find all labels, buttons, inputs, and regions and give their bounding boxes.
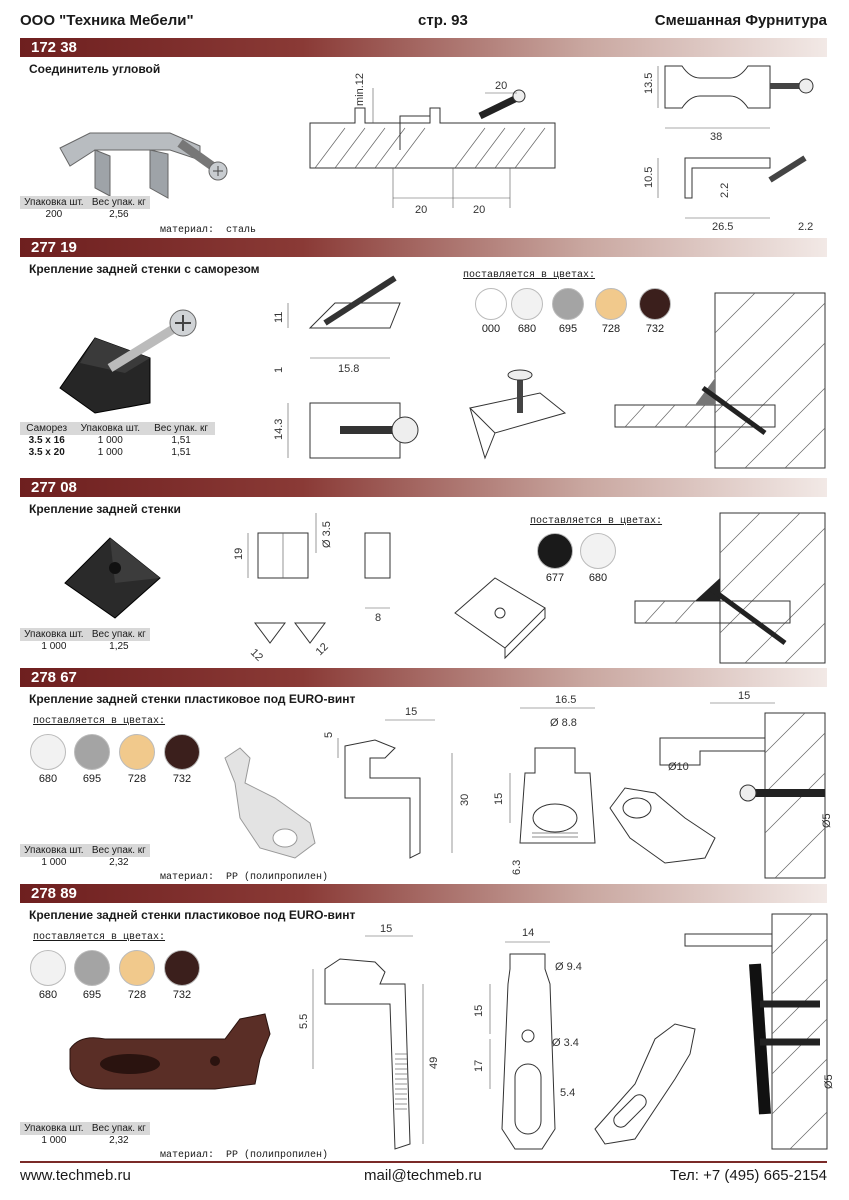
svg-text:2.2: 2.2 <box>798 221 814 233</box>
page-number: стр. 93 <box>418 12 468 29</box>
svg-text:14: 14 <box>522 927 535 939</box>
product-title: Крепление задней стенки <box>29 502 181 516</box>
svg-text:2.2: 2.2 <box>719 182 731 198</box>
spec-table: Саморез Упаковка шт. Вес упак. кг 3.5 x 16 1 000 1,51 3.5 x 20 1 000 1,51 <box>20 422 215 459</box>
install-section-drawing <box>640 690 833 883</box>
install-section-drawing <box>615 293 830 473</box>
color-swatch: 732 <box>162 734 202 785</box>
spec-table: Упаковка шт. Вес упак. кг 1 000 2,32 <box>20 1122 150 1147</box>
svg-text:5.4: 5.4 <box>560 1087 576 1099</box>
product-code-bar: 172 38 <box>20 38 827 57</box>
website-link[interactable]: www.techmeb.ru <box>20 1167 131 1184</box>
spec-table: Упаковка шт. Вес упак. кг 200 2,56 <box>20 196 150 221</box>
color-disc <box>164 734 200 770</box>
svg-text:15: 15 <box>738 690 751 702</box>
color-disc <box>537 533 573 569</box>
color-disc <box>580 533 616 569</box>
colors-label: поставляется в цветах: <box>530 516 663 527</box>
svg-text:15: 15 <box>473 1004 485 1017</box>
color-disc <box>119 950 155 986</box>
email-link[interactable]: mail@techmeb.ru <box>364 1167 482 1184</box>
product-title: Соединитель угловой <box>29 62 161 76</box>
svg-text:12: 12 <box>313 640 331 659</box>
svg-text:Ø 3.4: Ø 3.4 <box>552 1037 579 1049</box>
phone-number: Тел: +7 (495) 665-2154 <box>669 1167 827 1184</box>
color-disc <box>164 950 200 986</box>
side-dimension-drawing <box>250 268 420 468</box>
product-section-278-89 <box>20 884 835 1164</box>
color-swatch: 728 <box>593 288 629 335</box>
product-code-bar: 277 19 <box>20 238 827 257</box>
product-title: Крепление задней стенки пластиковое под EURO-винт <box>29 908 356 922</box>
colors-label: поставляется в цветах: <box>33 932 166 943</box>
color-disc <box>511 288 543 320</box>
svg-text:min.12: min.12 <box>354 72 366 106</box>
svg-text:Ø 8.8: Ø 8.8 <box>550 717 577 729</box>
svg-text:12: 12 <box>247 646 266 664</box>
svg-text:5: 5 <box>323 731 335 738</box>
product-photo <box>55 288 215 418</box>
color-swatch: 680 <box>578 533 618 584</box>
color-swatch: 732 <box>162 950 202 1001</box>
joint-drawing <box>305 72 585 228</box>
product-title: Крепление задней стенки с саморезом <box>29 262 260 276</box>
svg-text:5.5: 5.5 <box>298 1013 310 1029</box>
svg-text:17: 17 <box>473 1059 485 1072</box>
svg-text:16.5: 16.5 <box>555 694 577 706</box>
svg-text:30: 30 <box>459 793 471 806</box>
svg-text:19: 19 <box>233 547 245 560</box>
category-title: Смешанная Фурнитура <box>654 12 827 29</box>
connector-dimension-drawing <box>620 58 825 233</box>
material-note: материал: PP (полипропилен) <box>160 872 329 883</box>
isometric-drawing <box>450 573 570 663</box>
product-code-bar: 278 89 <box>20 884 827 903</box>
product-section-172-38 <box>20 38 827 238</box>
svg-text:8: 8 <box>375 612 382 624</box>
color-disc <box>74 950 110 986</box>
side-dimension-drawing <box>310 698 475 883</box>
color-swatch: 680 <box>509 288 545 335</box>
svg-text:Ø10: Ø10 <box>668 761 689 773</box>
color-disc <box>552 288 584 320</box>
color-swatch: 695 <box>72 950 112 1001</box>
install-section-drawing <box>635 513 830 663</box>
install-section-drawing <box>660 914 835 1149</box>
color-disc <box>475 288 507 320</box>
spec-table: Упаковка шт. Вес упак. кг 1 000 1,25 <box>20 628 150 653</box>
svg-text:15: 15 <box>380 923 393 935</box>
color-swatch: 732 <box>637 288 673 335</box>
color-swatch: 695 <box>550 288 586 335</box>
colors-label: поставляется в цветах: <box>463 270 596 281</box>
svg-text:Ø 9.4: Ø 9.4 <box>555 961 582 973</box>
color-swatch: 728 <box>117 734 157 785</box>
product-section-278-67 <box>20 668 833 886</box>
block-dimension-drawing <box>220 508 430 668</box>
product-section-277-08 <box>20 478 827 668</box>
color-swatch: 677 <box>535 533 575 584</box>
svg-text:15: 15 <box>405 706 418 718</box>
svg-text:1: 1 <box>273 366 285 373</box>
svg-text:Ø5: Ø5 <box>821 813 833 828</box>
svg-text:15: 15 <box>493 792 505 805</box>
material-note: материал: сталь <box>160 225 257 236</box>
material-note: материал: PP (полипропилен) <box>160 1150 329 1161</box>
color-disc <box>74 734 110 770</box>
svg-text:20: 20 <box>473 204 486 216</box>
svg-text:11: 11 <box>273 311 285 323</box>
color-disc <box>119 734 155 770</box>
svg-text:6.3: 6.3 <box>511 859 523 875</box>
svg-text:49: 49 <box>428 1056 440 1069</box>
svg-text:20: 20 <box>415 204 428 216</box>
svg-text:Ø 3.5: Ø 3.5 <box>321 521 333 548</box>
svg-text:Ø5: Ø5 <box>823 1074 835 1089</box>
product-title: Крепление задней стенки пластиковое под EURO-винт <box>29 692 356 706</box>
spec-table: Упаковка шт. Вес упак. кг 1 000 2,32 <box>20 844 150 869</box>
svg-text:38: 38 <box>710 131 723 143</box>
svg-text:20: 20 <box>495 80 508 92</box>
product-photo <box>215 743 325 868</box>
svg-text:14.3: 14.3 <box>273 418 285 440</box>
product-photo <box>65 1009 280 1119</box>
color-disc <box>30 950 66 986</box>
color-swatch: 695 <box>72 734 112 785</box>
color-swatch: 680 <box>28 734 68 785</box>
svg-text:15.8: 15.8 <box>338 363 360 375</box>
color-swatch: 728 <box>117 950 157 1001</box>
page-header <box>20 10 827 34</box>
product-code-bar: 277 08 <box>20 478 827 497</box>
color-disc <box>30 734 66 770</box>
product-photo <box>55 523 175 623</box>
color-swatch: 680 <box>28 950 68 1001</box>
company-name: ООО "Техника Мебели" <box>20 12 194 29</box>
footer-divider <box>20 1161 827 1163</box>
svg-text:26.5: 26.5 <box>712 221 734 233</box>
isometric-drawing <box>460 363 580 463</box>
color-swatch: 000 <box>473 288 509 335</box>
product-code-bar: 278 67 <box>20 668 827 687</box>
svg-text:13.5: 13.5 <box>643 72 655 94</box>
colors-label: поставляется в цветах: <box>33 716 166 727</box>
svg-text:10.5: 10.5 <box>643 166 655 188</box>
product-section-277-19 <box>20 238 827 478</box>
side-dimension-drawing <box>295 924 455 1159</box>
